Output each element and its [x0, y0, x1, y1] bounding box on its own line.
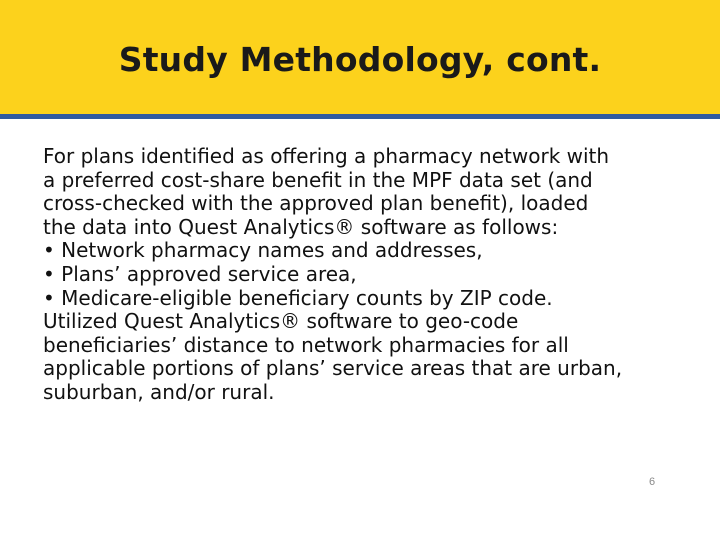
bullet-item: • Network pharmacy names and addresses,	[43, 238, 483, 263]
bullet-item: • Plans’ approved service area,	[43, 261, 357, 286]
slide-body	[43, 145, 703, 405]
slide-title: Study Methodology, cont.	[118, 39, 602, 79]
body-line: Utilized Quest Analytics® software to geo-code	[43, 309, 519, 334]
body-line: applicable portions of plans’ service areas that are urban,	[43, 356, 623, 381]
bullet-item: • Medicare-eligible beneficiary counts by ZIP code.	[43, 285, 553, 310]
page-number: 6	[648, 476, 656, 488]
title-bar	[0, 0, 720, 114]
body-line: For plans identified as offering a pharmacy network with	[43, 144, 610, 168]
body-line: the data into Quest Analytics® software as follows:	[43, 214, 559, 239]
body-line: beneficiaries’ distance to network pharmacies for all	[43, 332, 569, 357]
body-line: cross-checked with the approved plan benefit), loaded	[43, 191, 589, 216]
body-line: suburban, and/or rural.	[43, 379, 275, 404]
title-divider	[0, 114, 720, 119]
body-line: a preferred cost-share benefit in the MPF data set (and	[43, 167, 593, 192]
